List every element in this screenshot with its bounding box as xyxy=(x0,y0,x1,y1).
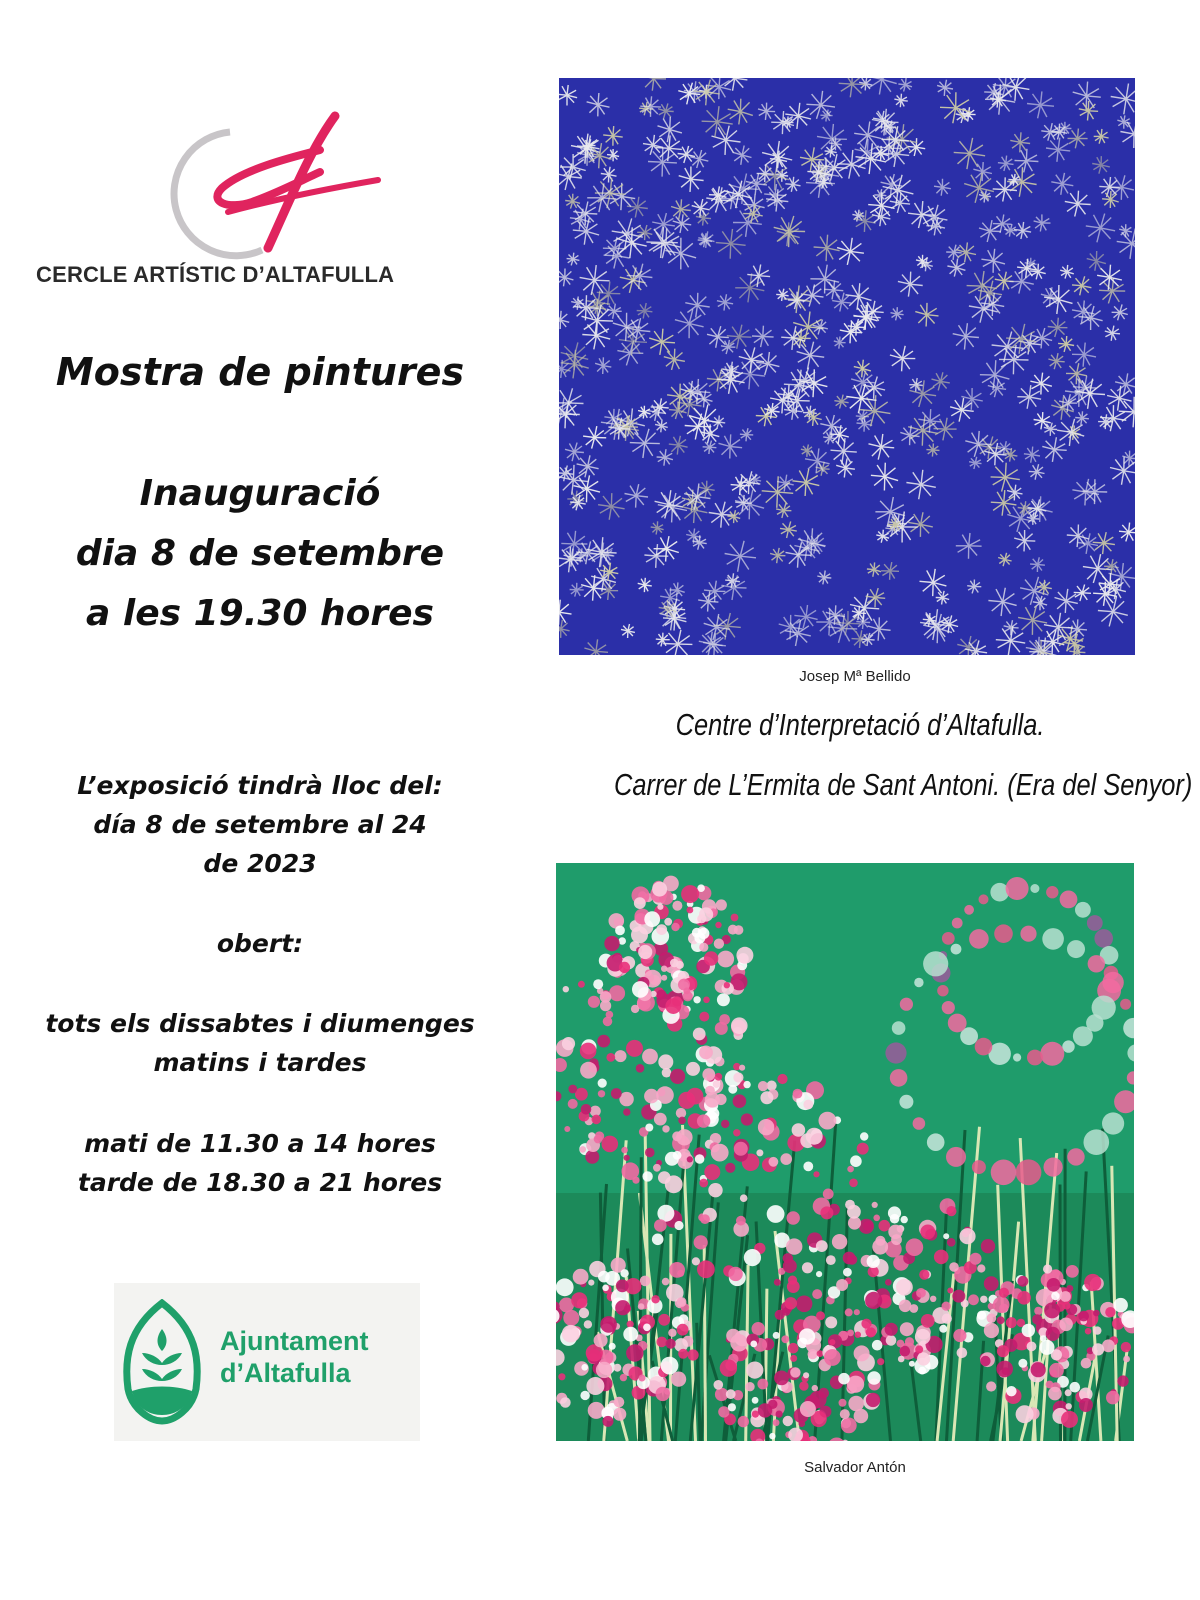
inauguration-time: a les 19.30 hores xyxy=(86,593,434,634)
venue-name: Centre d’Interpretació d’Altafulla. xyxy=(675,707,1045,742)
ajuntament-name-line2: d’Altafulla xyxy=(220,1358,351,1388)
inauguration-date: dia 8 de setembre xyxy=(75,533,445,574)
ajuntament-emblem-icon xyxy=(120,1299,204,1425)
open-days-2: matins i tardes xyxy=(153,1048,367,1077)
exhibition-title: Mostra de pintures xyxy=(55,350,465,394)
open-days-1: tots els dissabtes i diumenges xyxy=(45,1009,475,1038)
painting-anton xyxy=(556,863,1134,1441)
ajuntament-name xyxy=(220,1325,369,1389)
exhibition-intro: L’exposició tindrà lloc del: xyxy=(77,771,443,800)
org-name: CERCLE ARTÍSTIC D’ALTAFULLA xyxy=(36,262,395,287)
ajuntament-logo xyxy=(114,1283,420,1441)
venue-address: Carrer de L’Ermita de Sant Antoni. (Era del Senyor) xyxy=(614,767,1193,802)
inauguration-label: Inauguració xyxy=(139,473,381,514)
exhibition-dates-2: de 2023 xyxy=(203,849,317,878)
artist-caption-1: Josep Mª Bellido xyxy=(799,668,911,685)
artist-caption-2: Salvador Antón xyxy=(804,1459,906,1476)
morning-hours: mati de 11.30 a 14 hores xyxy=(84,1129,436,1158)
afternoon-hours: tarde de 18.30 a 21 hores xyxy=(77,1168,443,1197)
open-label: obert: xyxy=(216,929,304,958)
cercle-artistic-logo xyxy=(170,110,400,260)
ajuntament-name-line1: Ajuntament xyxy=(220,1326,369,1356)
exhibition-dates-1: día 8 de setembre al 24 xyxy=(93,810,427,839)
painting-bellido xyxy=(559,78,1135,655)
